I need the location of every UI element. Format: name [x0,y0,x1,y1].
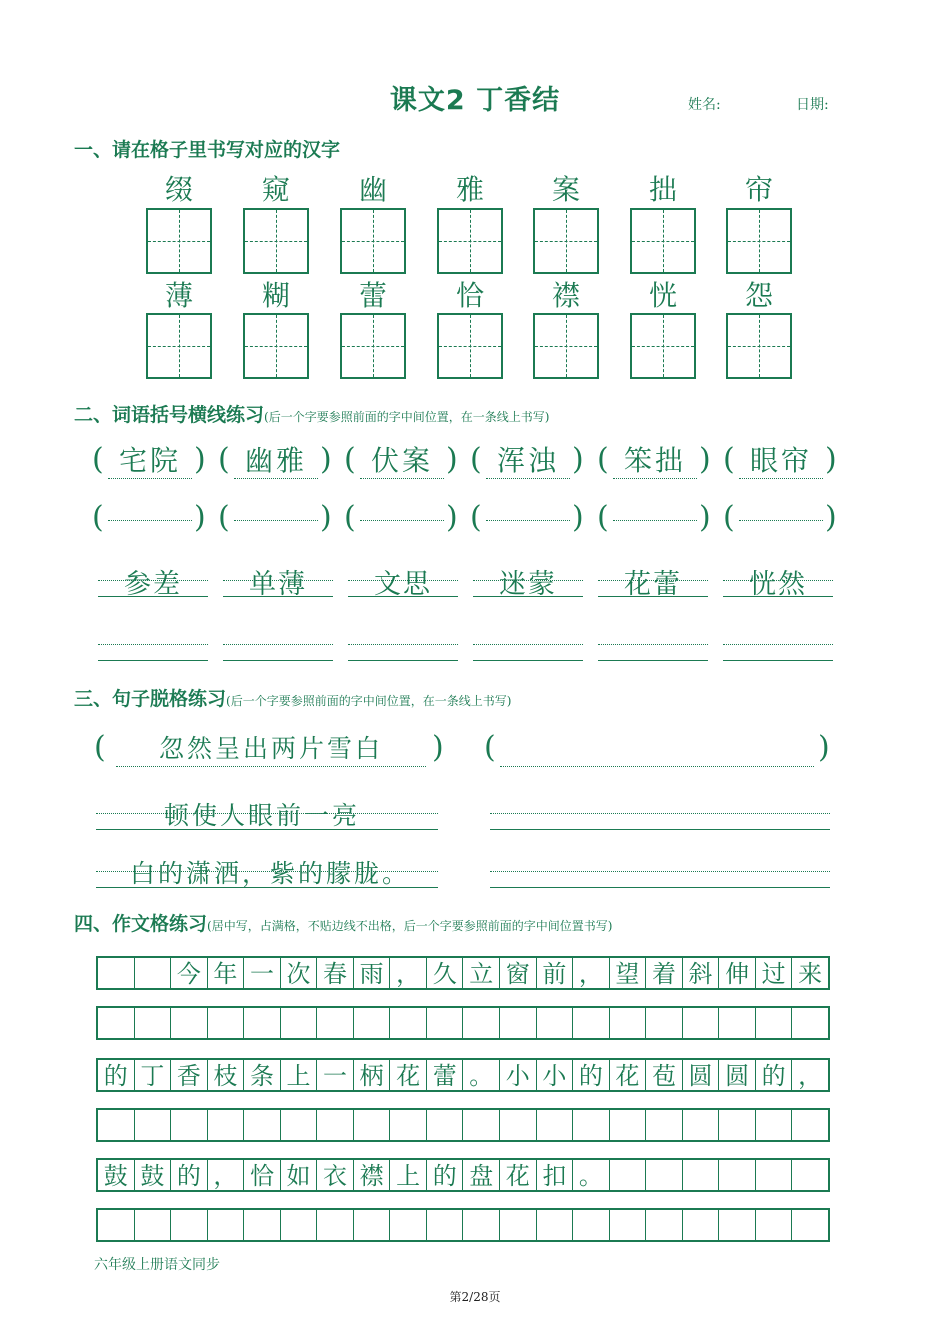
dotted-line [473,580,583,581]
close-paren: ) [825,442,837,477]
grid-cell-empty[interactable] [646,1160,683,1190]
char-label: 案 [551,173,580,206]
grid-cell-filled: ， [798,1062,823,1090]
grid-cell-empty[interactable] [646,1110,683,1140]
grid-cell-filled: 柄 [354,1060,391,1090]
grid-cell-empty[interactable] [719,1110,756,1140]
dotted-line [223,580,333,581]
blank-solid-line[interactable] [598,660,708,661]
blank-solid-line[interactable] [98,660,208,661]
grid-cell-empty[interactable] [756,1160,793,1190]
writing-grid-box[interactable] [243,313,309,379]
grid-cell-filled: ， [208,1160,245,1190]
close-paren: ) [194,500,206,535]
close-paren: ) [818,730,830,765]
paren-word: 笨拙 [613,444,697,479]
blank-dotted-line[interactable] [486,520,570,521]
grid-cell-filled: 鼓 [135,1160,172,1190]
grid-cell-filled: 丁 [135,1060,172,1090]
grid-cell-filled: 襟 [354,1160,391,1190]
grid-cell-filled: 次 [281,958,318,988]
blank-dotted-line[interactable] [473,644,583,645]
grid-cell-filled: 望 [610,958,647,988]
blank-solid-line[interactable] [473,660,583,661]
blank-dotted-line[interactable] [490,813,830,814]
grid-cell-empty[interactable] [208,1110,245,1140]
grid-cell-filled: 的 [756,1060,793,1090]
blank-dotted-line[interactable] [490,871,830,872]
grid-cell-empty[interactable] [281,1210,318,1240]
writing-grid-box[interactable] [340,313,406,379]
grid-cell-empty[interactable] [792,1110,828,1140]
grid-cell-filled: 春 [317,958,354,988]
grid-cell-filled: 上 [281,1060,318,1090]
solid-line [723,596,833,597]
char-label: 怨 [744,279,773,312]
char-label: 恍 [648,279,677,312]
grid-cell-empty[interactable] [683,1210,720,1240]
grid-cell-empty[interactable] [792,1160,828,1190]
grid-cell-empty[interactable] [281,1110,318,1140]
grid-cell-empty[interactable] [610,1110,647,1140]
writing-grid-box[interactable] [146,313,212,379]
paren-word: 幽雅 [234,444,318,479]
grid-cell-filled: 一 [317,1060,354,1090]
grid-cell-empty[interactable] [646,1008,683,1038]
grid-cell-empty[interactable] [354,1110,391,1140]
blank-solid-line[interactable] [723,660,833,661]
close-paren: ) [446,500,458,535]
char-label: 缀 [164,173,193,206]
grid-cell-empty[interactable] [171,1210,208,1240]
name-label: 姓名: [688,97,721,113]
open-paren: ( [470,500,482,535]
char-label: 襟 [551,279,580,312]
char-label: 窥 [261,173,290,206]
grid-cell-empty[interactable] [500,1008,537,1038]
grid-row [96,1058,830,1092]
writing-grid-box[interactable] [726,208,792,274]
grid-cell-empty[interactable] [427,1110,464,1140]
dotted-line [723,580,833,581]
grid-cell-empty[interactable] [135,958,172,988]
grid-cell-empty[interactable] [208,1210,245,1240]
close-paren: ) [320,500,332,535]
grid-cell-empty[interactable] [537,1210,574,1240]
grid-cell-filled: 花 [390,1060,427,1090]
writing-grid-box[interactable] [437,313,503,379]
line-sentence: 顿使人眼前一亮 [164,801,361,830]
open-paren: ( [218,442,230,477]
grid-cell-empty[interactable] [610,1210,647,1240]
blank-dotted-line[interactable] [598,644,708,645]
grid-cell-filled: 衣 [317,1160,354,1190]
grid-cell-empty[interactable] [427,1210,464,1240]
solid-line [223,596,333,597]
grid-cell-empty[interactable] [537,1008,574,1038]
close-paren: ) [572,500,584,535]
grid-cell-empty[interactable] [792,1210,828,1240]
grid-cell-filled: ， [573,958,610,988]
grid-cell-empty[interactable] [756,1110,793,1140]
grid-cell-filled: 盘 [463,1160,500,1190]
char-label: 薄 [164,279,193,312]
blank-solid-line[interactable] [348,660,458,661]
grid-cell-empty[interactable] [135,1110,172,1140]
solid-line [98,596,208,597]
close-paren: ) [572,442,584,477]
grid-cell-empty[interactable] [463,1210,500,1240]
grid-cell-filled: 。 [463,1060,500,1090]
grid-cell-filled: 前 [537,958,574,988]
writing-grid-box[interactable] [340,208,406,274]
grid-cell-filled: 小 [537,1060,574,1090]
solid-line [96,829,438,830]
grid-cell-empty[interactable] [756,1008,793,1038]
blank-dotted-line[interactable] [500,766,814,767]
open-paren: ( [723,442,735,477]
grid-cell-empty[interactable] [98,1110,135,1140]
grid-cell-empty[interactable] [390,1210,427,1240]
grid-cell-filled: 的 [171,1160,208,1190]
section1-heading: 一、请在格子里书写对应的汉字 [74,139,341,161]
paren-word: 宅院 [108,444,192,479]
footer-label: 六年级上册语文同步 [94,1257,220,1273]
grid-cell-empty[interactable] [756,1210,793,1240]
grid-cell-empty[interactable] [463,1008,500,1038]
grid-cell-empty[interactable] [98,958,135,988]
blank-dotted-line[interactable] [348,644,458,645]
line-word: 恍然 [749,569,807,600]
close-paren: ) [699,500,711,535]
blank-solid-line[interactable] [490,887,830,888]
line-sentence: 白的潇洒，紫的朦胧。 [130,859,411,888]
grid-cell-empty[interactable] [171,1008,208,1038]
close-paren: ) [825,500,837,535]
close-paren: ) [699,442,711,477]
grid-cell-empty[interactable] [500,1210,537,1240]
dotted-line [96,813,438,814]
writing-grid-box[interactable] [630,208,696,274]
section3-heading: 三、句子脱格练习(后一个字要参照前面的字中间位置，在一条线上书写) [74,688,512,710]
char-label: 蕾 [358,279,387,312]
grid-cell-empty[interactable] [354,1210,391,1240]
grid-row [96,956,830,990]
open-paren: ( [597,442,609,477]
blank-dotted-line[interactable] [223,644,333,645]
grid-cell-empty[interactable] [573,1008,610,1038]
grid-cell-empty[interactable] [98,1008,135,1038]
grid-cell-empty[interactable] [573,1110,610,1140]
writing-grid-box[interactable] [437,208,503,274]
section4-heading: 四、作文格练习(居中写，占满格，不贴边线不出格，后一个字要参照前面的字中间位置书写) [74,913,613,935]
grid-cell-empty[interactable] [610,1008,647,1038]
grid-cell-filled: 一 [244,958,281,988]
char-label: 幽 [358,173,387,206]
line-word: 花蕾 [624,569,682,600]
page-title: 课文2 丁香结 [389,85,561,116]
open-paren: ( [344,442,356,477]
grid-cell-filled: 的 [427,1160,464,1190]
grid-cell-filled: 今 [171,958,208,988]
close-paren: ) [432,730,444,765]
writing-grid-box[interactable] [726,313,792,379]
close-paren: ) [194,442,206,477]
grid-cell-empty[interactable] [135,1210,172,1240]
blank-dotted-line[interactable] [360,520,444,521]
grid-cell-empty[interactable] [135,1008,172,1038]
grid-cell-empty[interactable] [171,1110,208,1140]
grid-row [96,1158,830,1192]
dotted-line [98,580,208,581]
grid-cell-filled: 小 [500,1060,537,1090]
open-paren: ( [484,730,496,765]
grid-cell-filled: 圆 [683,1060,720,1090]
grid-cell-empty[interactable] [683,1008,720,1038]
close-paren: ) [446,442,458,477]
grid-cell-filled: 来 [798,960,823,988]
writing-grid-box[interactable] [533,313,599,379]
grid-cell-empty[interactable] [244,1110,281,1140]
grid-cell-filled: 着 [646,958,683,988]
grid-cell-empty[interactable] [317,1110,354,1140]
grid-cell-filled: 花 [500,1160,537,1190]
line-word: 文思 [374,569,432,600]
page-number: 第2/28页 [449,1290,501,1304]
blank-dotted-line[interactable] [739,520,823,521]
grid-cell-empty[interactable] [427,1008,464,1038]
char-label: 恰 [455,279,484,312]
char-label: 雅 [455,173,484,206]
grid-cell-empty[interactable] [573,1210,610,1240]
writing-grid-box[interactable] [533,208,599,274]
grid-cell-filled: 雨 [354,958,391,988]
grid-cell-empty[interactable] [281,1008,318,1038]
section4-note: (居中写，占满格，不贴边线不出格，后一个字要参照前面的字中间位置书写) [207,919,613,933]
paren-word: 浑浊 [486,444,570,479]
solid-line [348,596,458,597]
grid-row [96,1108,830,1142]
blank-dotted-line[interactable] [613,520,697,521]
grid-cell-filled: 久 [427,958,464,988]
grid-cell-empty[interactable] [317,1210,354,1240]
grid-cell-filled: 恰 [244,1160,281,1190]
grid-cell-empty[interactable] [354,1008,391,1038]
grid-cell-empty[interactable] [244,1210,281,1240]
grid-cell-empty[interactable] [208,1008,245,1038]
grid-cell-empty[interactable] [98,1210,135,1240]
grid-cell-filled: 香 [171,1060,208,1090]
grid-cell-empty[interactable] [537,1110,574,1140]
solid-line [473,596,583,597]
grid-cell-empty[interactable] [683,1110,720,1140]
char-label: 拙 [648,173,677,206]
open-paren: ( [94,730,106,765]
blank-dotted-line[interactable] [234,520,318,521]
blank-dotted-line[interactable] [98,644,208,645]
char-label: 帘 [744,173,773,206]
grid-cell-empty[interactable] [390,1110,427,1140]
blank-dotted-line[interactable] [108,520,192,521]
grid-cell-filled: 斜 [683,958,720,988]
grid-cell-filled: 枝 [208,1060,245,1090]
grid-row [96,1208,830,1242]
grid-cell-filled: 蕾 [427,1060,464,1090]
grid-cell-filled: 窗 [500,958,537,988]
grid-cell-empty[interactable] [317,1008,354,1038]
grid-cell-filled: 如 [281,1160,318,1190]
grid-cell-filled: 条 [244,1060,281,1090]
grid-cell-filled: 年 [208,958,245,988]
section2-heading: 二、词语括号横线练习(后一个字要参照前面的字中间位置，在一条线上书写) [74,404,550,426]
blank-solid-line[interactable] [490,829,830,830]
dotted-line [96,871,438,872]
section2-note: (后一个字要参照前面的字中间位置，在一条线上书写) [264,410,550,424]
grid-cell-empty[interactable] [500,1110,537,1140]
writing-grid-box[interactable] [630,313,696,379]
grid-cell-filled: 的 [98,1060,135,1090]
grid-cell-empty[interactable] [463,1110,500,1140]
date-label: 日期: [796,97,829,113]
open-paren: ( [92,500,104,535]
open-paren: ( [344,500,356,535]
grid-cell-filled: 。 [573,1160,610,1190]
solid-line [598,596,708,597]
paren-sentence: 忽然呈出两片雪白 [116,732,426,767]
open-paren: ( [723,500,735,535]
grid-cell-filled: 苞 [646,1060,683,1090]
line-word: 迷蒙 [499,569,557,600]
grid-cell-filled: 鼓 [98,1160,135,1190]
grid-cell-empty[interactable] [719,1160,756,1190]
open-paren: ( [470,442,482,477]
writing-grid-box[interactable] [243,208,309,274]
grid-cell-filled: 上 [390,1160,427,1190]
grid-cell-empty[interactable] [719,1008,756,1038]
blank-solid-line[interactable] [223,660,333,661]
dotted-line [348,580,458,581]
grid-cell-empty[interactable] [244,1008,281,1038]
grid-cell-empty[interactable] [390,1008,427,1038]
writing-grid-box[interactable] [146,208,212,274]
grid-cell-empty[interactable] [683,1160,720,1190]
grid-cell-empty[interactable] [646,1210,683,1240]
open-paren: ( [92,442,104,477]
grid-cell-empty[interactable] [610,1160,647,1190]
solid-line [96,887,438,888]
paren-word: 伏案 [360,444,444,479]
section3-note: (后一个字要参照前面的字中间位置，在一条线上书写) [226,694,512,708]
grid-cell-filled: 过 [756,958,793,988]
open-paren: ( [218,500,230,535]
grid-cell-filled: 的 [573,1060,610,1090]
grid-cell-filled: 立 [463,958,500,988]
blank-dotted-line[interactable] [723,644,833,645]
grid-row [96,1006,830,1040]
line-word: 参差 [124,569,182,600]
close-paren: ) [320,442,332,477]
grid-cell-filled: 伸 [719,958,756,988]
grid-cell-filled: 扣 [537,1160,574,1190]
paren-word: 眼帘 [739,444,823,479]
char-label: 糊 [261,279,290,312]
grid-cell-filled: 花 [610,1060,647,1090]
grid-cell-empty[interactable] [719,1210,756,1240]
grid-cell-filled: ， [390,958,427,988]
line-word: 单薄 [249,569,307,600]
grid-cell-filled: 圆 [719,1060,756,1090]
grid-cell-empty[interactable] [792,1008,828,1038]
dotted-line [598,580,708,581]
open-paren: ( [597,500,609,535]
